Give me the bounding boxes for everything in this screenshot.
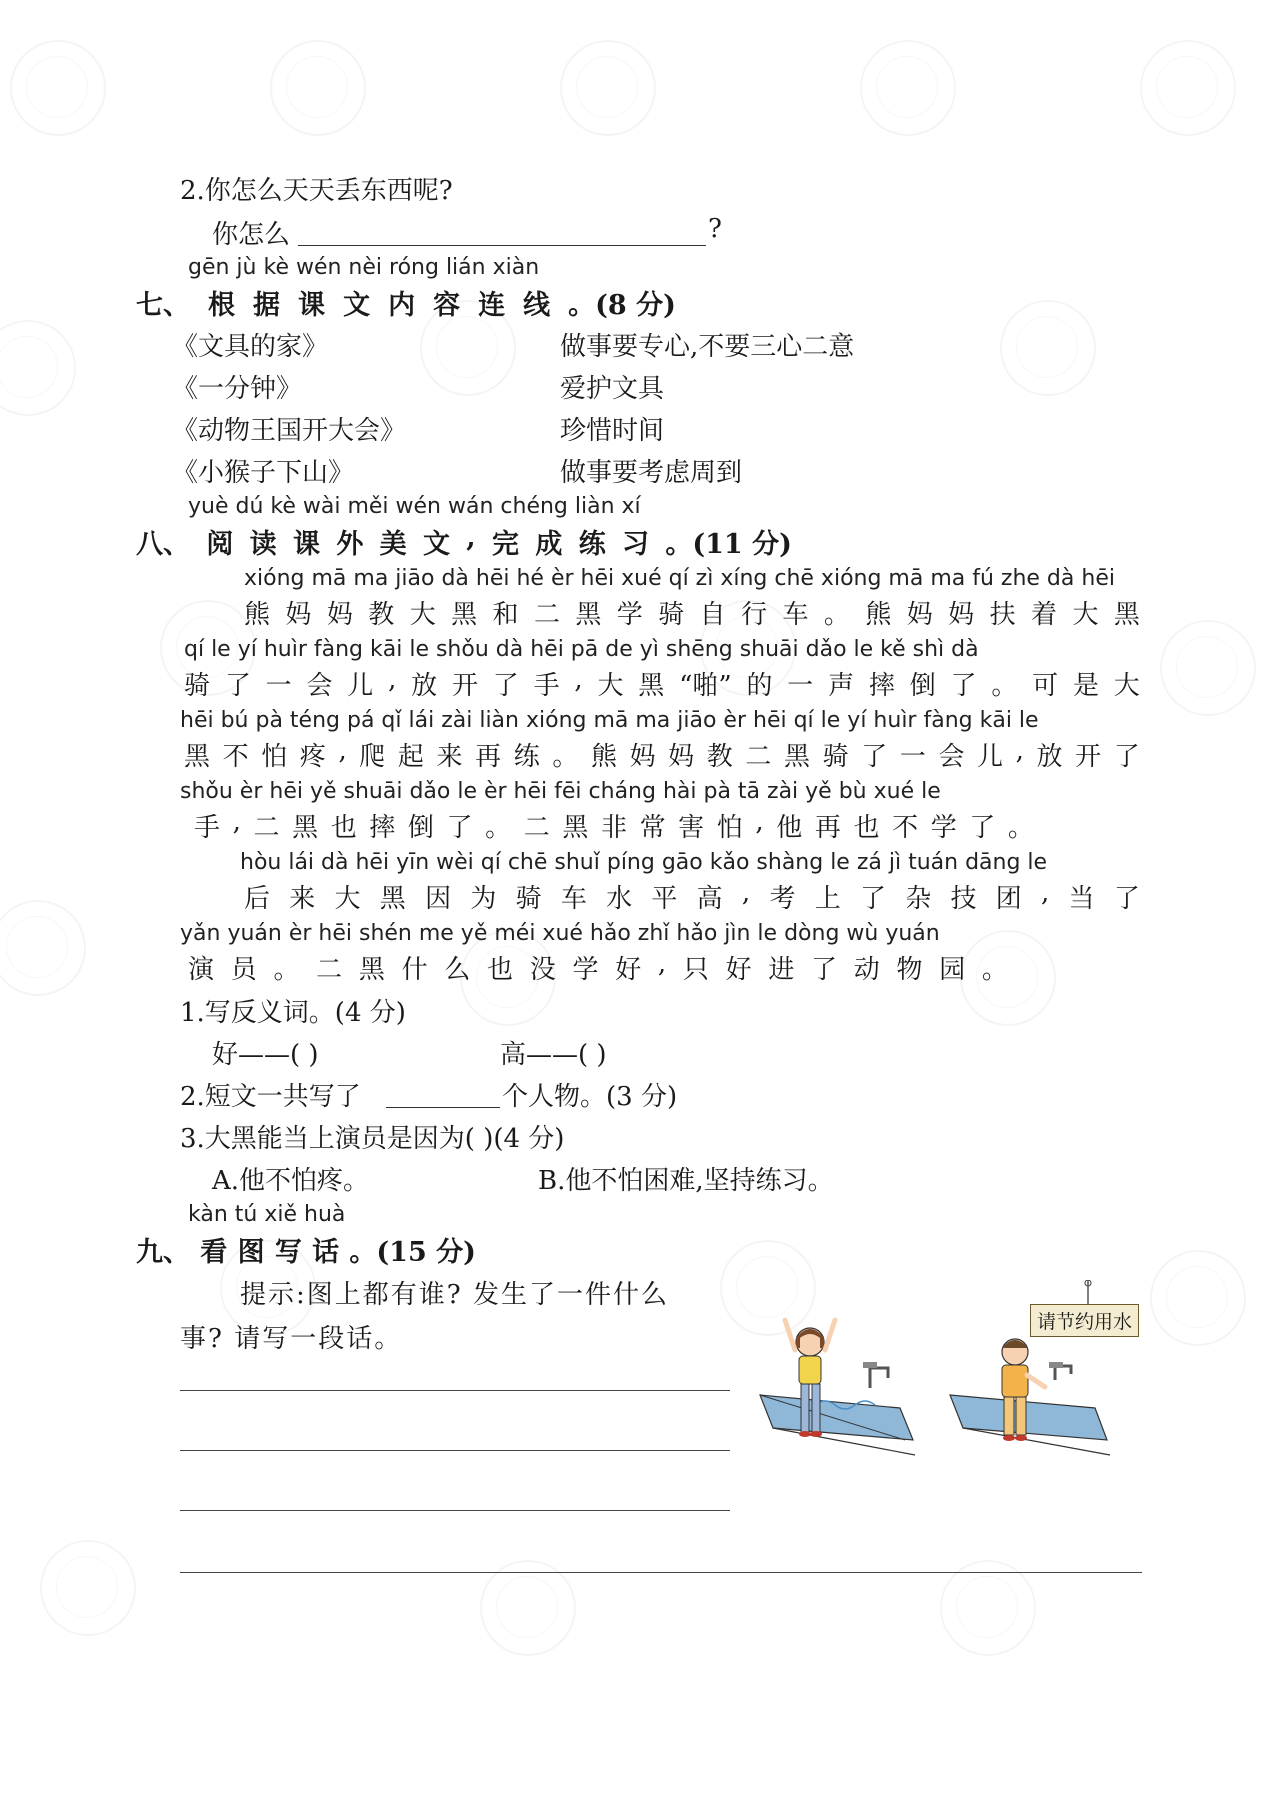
passage-char: 放 [411, 671, 438, 701]
q8-sub2-prefix: 2.短文一共写了 [180, 1082, 361, 1112]
passage-char: 技 [950, 884, 977, 914]
passage-char: 一 [265, 671, 292, 701]
passage-char: , [388, 665, 397, 695]
heading-char: 根 [208, 290, 236, 321]
passage-char: 车 [782, 600, 809, 630]
watermark-seal [1160, 620, 1256, 716]
writing-line[interactable] [180, 1572, 1142, 1573]
heading-char: 。(11 分) [665, 529, 792, 560]
passage-char: 来 [436, 742, 463, 772]
passage-char: 黑 [562, 813, 589, 843]
passage-char: 会 [938, 742, 965, 772]
heading-char: 课 [292, 529, 320, 560]
passage-pinyin: yǎn yuán èr hēi shén me yě méi xué hǎo zhǐ hǎo jìn le dòng wù yuán [180, 921, 940, 946]
passage-char: 大 [1113, 671, 1140, 701]
passage-char: 车 [560, 884, 587, 914]
passage-char: 会 [306, 671, 333, 701]
passage-char: 疼 [299, 742, 326, 772]
q6-answer-suffix: ? [708, 214, 722, 244]
passage-char: 高 [696, 884, 723, 914]
passage-char: 当 [1068, 884, 1095, 914]
passage-char: 妈 [948, 600, 975, 630]
passage-char: 上 [814, 884, 841, 914]
heading-char: 外 [336, 529, 364, 560]
passage-char: 也 [487, 955, 514, 985]
heading-char: , [466, 522, 476, 553]
heading-char: 习 [622, 529, 650, 560]
passage-char: 黑 [575, 600, 602, 630]
passage-char: 骑 [658, 600, 685, 630]
passage-char: 再 [475, 742, 502, 772]
passage-char: 教 [368, 600, 395, 630]
passage-char: 学 [930, 813, 957, 843]
heading-char: 写 [274, 1237, 302, 1268]
passage-char: 。 [485, 813, 512, 843]
passage-char: 黑 [1113, 600, 1140, 630]
watermark-seal [40, 1540, 136, 1636]
passage-line [184, 665, 1140, 702]
passage-char: 声 [828, 671, 855, 701]
watermark-seal [940, 1560, 1036, 1656]
match-left-item[interactable]: 《动物王国开大会》 [172, 416, 407, 446]
writing-line[interactable] [180, 1450, 730, 1451]
writing-line[interactable] [180, 1510, 730, 1511]
heading-char: 看 [200, 1237, 228, 1268]
passage-char: 倒 [909, 671, 936, 701]
passage-char: 。 [552, 742, 579, 772]
passage-char: 的 [746, 671, 773, 701]
heading-char: 八、 [136, 529, 190, 560]
heading-char: 九、 [136, 1237, 190, 1268]
heading-char: 容 [433, 290, 461, 321]
watermark-seal [10, 40, 106, 136]
passage-char: 为 [470, 884, 497, 914]
passage-char: 杂 [905, 884, 932, 914]
antonym-pair-2[interactable]: 高——( ) [500, 1040, 607, 1070]
passage-char: 和 [492, 600, 519, 630]
passage-char: 了 [1113, 742, 1140, 772]
save-water-sign: 请节约用水 [1030, 1304, 1139, 1337]
passage-char: 妈 [629, 742, 656, 772]
passage-char: 了 [1113, 884, 1140, 914]
passage-char: 大 [1072, 600, 1099, 630]
passage-char: 骑 [184, 671, 211, 701]
passage-char: 也 [853, 813, 880, 843]
q9-prompt-line-2: 事? 请写一段话。 [180, 1324, 403, 1354]
heading-char: 文 [343, 290, 371, 321]
passage-char: 了 [950, 671, 977, 701]
passage-line [194, 807, 1034, 844]
passage-char: 骑 [822, 742, 849, 772]
passage-char: 二 [745, 742, 772, 772]
match-left-item[interactable]: 《一分钟》 [172, 374, 303, 404]
passage-char: 自 [699, 600, 726, 630]
heading-char: 练 [578, 529, 606, 560]
passage-char: 学 [616, 600, 643, 630]
heading-char: 。(15 分) [349, 1237, 476, 1268]
passage-char: 行 [741, 600, 768, 630]
passage-char: 爬 [359, 742, 386, 772]
passage-char: 也 [330, 813, 357, 843]
passage-char: 大 [597, 671, 624, 701]
passage-char: , [741, 878, 751, 908]
passage-char: 怕 [716, 813, 743, 843]
passage-char: 了 [224, 671, 251, 701]
q8-sub3-question[interactable]: 3.大黑能当上演员是因为( )(4 分) [180, 1124, 565, 1154]
heading-char: 美 [379, 529, 407, 560]
passage-char: 。 [273, 955, 300, 985]
passage-char: 员 [230, 955, 257, 985]
passage-char: 着 [1031, 600, 1058, 630]
passage-char: 可 [1032, 671, 1059, 701]
q6-question-2: 2.你怎么天天丢东西呢? [180, 176, 453, 206]
passage-char: 二 [316, 955, 343, 985]
watermark-seal [1140, 40, 1236, 136]
match-right-item[interactable]: 做事要考虑周到 [560, 458, 743, 488]
passage-char: , [232, 807, 241, 837]
q8-sub2-suffix: 个人物。(3 分) [502, 1082, 678, 1112]
passage-char: 了 [859, 884, 886, 914]
passage-pinyin: xióng mā ma jiāo dà hēi hé èr hēi xué qí zì xíng chē xióng mā ma fú zhe dà hēi [244, 566, 1115, 591]
watermark-seal [0, 900, 86, 996]
passage-char: 妈 [906, 600, 933, 630]
passage-char: 。 [823, 600, 850, 630]
passage-line [188, 949, 1008, 986]
passage-char: 演 [188, 955, 215, 985]
passage-char: 么 [444, 955, 471, 985]
heading-char: 。(8 分) [568, 290, 676, 321]
passage-char: 不 [222, 742, 249, 772]
passage-char: 黑 [292, 813, 319, 843]
passage-char: 后 [244, 884, 271, 914]
heading-char: 线 [523, 290, 551, 321]
passage-char: 只 [682, 955, 709, 985]
heading-char: 阅 [206, 529, 234, 560]
passage-char: , [1041, 878, 1050, 908]
heading-char: 课 [298, 290, 326, 321]
passage-char: 黑 [184, 742, 211, 772]
watermark-seal [560, 40, 656, 136]
watermark-seal [0, 320, 76, 416]
match-left-item[interactable]: 《小猴子下山》 [172, 458, 355, 488]
heading-char: 读 [249, 529, 277, 560]
passage-char: 常 [639, 813, 666, 843]
passage-char: 了 [446, 813, 473, 843]
heading-char: 内 [388, 290, 416, 321]
passage-char: , [338, 736, 347, 766]
q8-sub2-blank[interactable] [386, 1107, 500, 1108]
passage-char: 开 [451, 671, 478, 701]
passage-pinyin: qí le yí huìr fàng kāi le shǒu dà hēi pā de yì shēng shuāi dǎo le kě shì dà [184, 637, 979, 662]
passage-char: 骑 [515, 884, 542, 914]
q8-sub3-option-a[interactable]: A.他不怕疼。 [212, 1166, 370, 1196]
passage-char: 熊 [865, 600, 892, 630]
heading-char: 成 [535, 529, 563, 560]
watermark-seal [480, 1560, 576, 1656]
passage-char: 一 [899, 742, 926, 772]
passage-char: 教 [706, 742, 733, 772]
q9-prompt-line-1: 提示:图上都有谁? 发生了一件什么 [240, 1280, 669, 1310]
heading-char: 连 [478, 290, 506, 321]
watermark-seal [270, 40, 366, 136]
q9-illustration [755, 1280, 1155, 1480]
passage-char: 不 [892, 813, 919, 843]
passage-char: “啪” [679, 671, 732, 701]
passage-char: 。 [981, 955, 1008, 985]
watermark-seal [860, 40, 956, 136]
passage-char: 开 [1075, 742, 1102, 772]
passage-char: 倒 [407, 813, 434, 843]
passage-char: 进 [768, 955, 795, 985]
passage-char: 怕 [261, 742, 288, 772]
passage-char: 妈 [285, 600, 312, 630]
passage-pinyin: hēi bú pà téng pá qǐ lái zài liàn xióng mā ma jiāo èr hēi qí le yí huìr fàng kāi le [180, 708, 1039, 733]
passage-char: 黑 [358, 955, 385, 985]
q8-sub3-option-b[interactable]: B.他不怕困难,坚持练习。 [538, 1166, 834, 1196]
writing-line[interactable] [180, 1390, 730, 1391]
passage-char: 了 [492, 671, 519, 701]
passage-char: 二 [523, 813, 550, 843]
passage-char: , [1015, 736, 1024, 766]
passage-char: 因 [425, 884, 452, 914]
q6-answer-blank[interactable] [298, 245, 706, 246]
passage-char: 二 [533, 600, 560, 630]
passage-pinyin: hòu lái dà hēi yīn wèi qí chē shuǐ píng gāo kǎo shàng le zá jì tuán dāng le [240, 850, 1048, 875]
passage-char: 了 [969, 813, 996, 843]
passage-char: , [574, 665, 583, 695]
passage-char: 什 [401, 955, 428, 985]
passage-char: 团 [995, 884, 1022, 914]
q8-heading [136, 522, 792, 561]
passage-char: 再 [814, 813, 841, 843]
passage-char: 黑 [379, 884, 406, 914]
q9-heading [136, 1230, 476, 1269]
heading-char: 七、 [136, 290, 190, 321]
match-left-item[interactable]: 《文具的家》 [172, 332, 329, 362]
match-right-item[interactable]: 做事要专心,不要三心二意 [560, 332, 855, 362]
match-right-item[interactable]: 珍惜时间 [560, 416, 665, 446]
passage-char: 儿 [977, 742, 1004, 772]
passage-char: 妈 [668, 742, 695, 772]
watermark-seal [1150, 1250, 1246, 1346]
passage-char: 好 [615, 955, 642, 985]
passage-char: 学 [572, 955, 599, 985]
passage-char: 黑 [638, 671, 665, 701]
passage-char: 物 [896, 955, 923, 985]
passage-char: 手 [533, 671, 560, 701]
passage-char: 考 [769, 884, 796, 914]
passage-char: 手 [194, 813, 221, 843]
passage-char: , [755, 807, 764, 837]
passage-char: 起 [397, 742, 424, 772]
passage-char: 。 [991, 671, 1018, 701]
heading-char: 话 [312, 1237, 340, 1268]
q8-sub1-question: 1.写反义词。(4 分) [180, 998, 406, 1028]
passage-char: 动 [853, 955, 880, 985]
passage-char: 二 [253, 813, 280, 843]
passage-char: 水 [606, 884, 633, 914]
passage-char: 儿 [347, 671, 374, 701]
match-right-item[interactable]: 爱护文具 [560, 374, 665, 404]
q7-heading-pinyin: gēn jù kè wén nèi róng lián xiàn [188, 255, 540, 280]
passage-char: 了 [861, 742, 888, 772]
passage-char: 是 [1072, 671, 1099, 701]
passage-char: 一 [787, 671, 814, 701]
passage-pinyin: shǒu èr hēi yě shuāi dǎo le èr hēi fēi cháng hài pà tā zài yě bù xué le [180, 779, 941, 804]
passage-char: 扶 [989, 600, 1016, 630]
passage-char: 害 [678, 813, 705, 843]
watermark-seal [1000, 300, 1096, 396]
passage-char: 摔 [868, 671, 895, 701]
passage-char: 来 [289, 884, 316, 914]
passage-char: 放 [1036, 742, 1063, 772]
heading-char: 文 [422, 529, 450, 560]
q9-heading-pinyin: kàn tú xiě huà [188, 1202, 346, 1227]
q8-heading-pinyin: yuè dú kè wài měi wén wán chéng liàn xí [188, 494, 641, 519]
passage-char: 了 [811, 955, 838, 985]
passage-char: 平 [651, 884, 678, 914]
passage-char: 园 [939, 955, 966, 985]
passage-char: 。 [1007, 813, 1034, 843]
antonym-pair-1[interactable]: 好——( ) [212, 1040, 319, 1070]
passage-char: 非 [600, 813, 627, 843]
passage-char: 妈 [326, 600, 353, 630]
passage-char: 好 [725, 955, 752, 985]
passage-char: 大 [409, 600, 436, 630]
heading-char: 完 [492, 529, 520, 560]
passage-line [244, 594, 1140, 631]
passage-char: 熊 [590, 742, 617, 772]
passage-char: 没 [529, 955, 556, 985]
passage-char: 练 [513, 742, 540, 772]
q7-heading [136, 283, 676, 322]
passage-line [184, 736, 1140, 773]
passage-line [244, 878, 1140, 915]
passage-char: 他 [776, 813, 803, 843]
q6-answer-prefix: 你怎么 [212, 220, 291, 250]
passage-char: 熊 [244, 600, 271, 630]
passage-char: , [657, 949, 667, 979]
passage-char: 大 [334, 884, 361, 914]
passage-char: 黑 [784, 742, 811, 772]
passage-char: 黑 [451, 600, 478, 630]
passage-char: 摔 [369, 813, 396, 843]
heading-char: 据 [253, 290, 281, 321]
heading-char: 图 [237, 1237, 265, 1268]
